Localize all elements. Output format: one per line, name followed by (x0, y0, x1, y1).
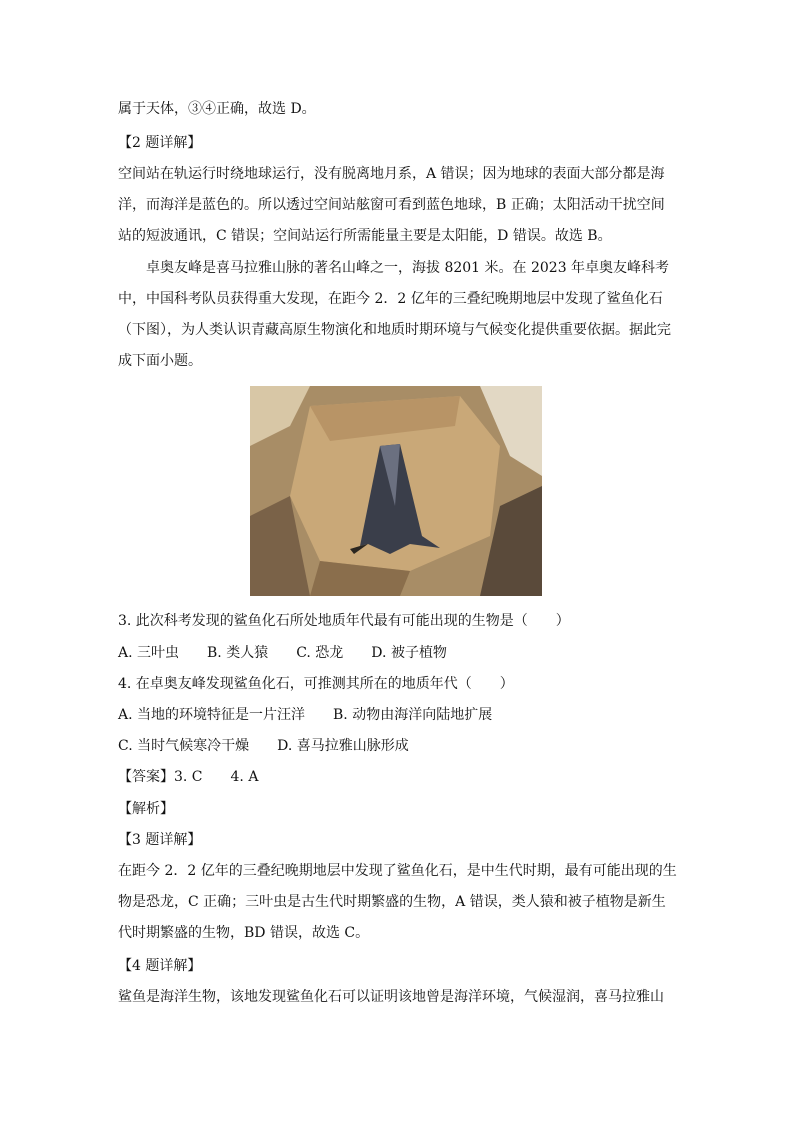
text-line: 在距今 2．2 亿年的三叠纪晚期地层中发现了鲨鱼化石，是中生代时期，最有可能出现的生 (118, 863, 677, 879)
section-heading: 【3 题详解】 (118, 832, 202, 848)
section-heading: 【2 题详解】 (118, 135, 202, 151)
question-3-options: A. 三叶虫 B. 类人猿 C. 恐龙 D. 被子植物 (118, 645, 447, 661)
question-4: 4. 在卓奥友峰发现鲨鱼化石，可推测其所在的地质年代（ ） (118, 676, 514, 692)
text-line: 物是恐龙，C 正确；三叶虫是古生代时期繁盛的生物，A 错误，类人猿和被子植物是新生 (118, 894, 666, 910)
question-3: 3. 此次科考发现的鲨鱼化石所处地质年代最有可能出现的生物是（ ） (118, 613, 570, 629)
text-line: 成下面小题。 (118, 353, 202, 369)
text-line: 洋，而海洋是蓝色的。所以透过空间站舷窗可看到蓝色地球，B 正确；太阳活动干扰空间 (118, 197, 665, 213)
text-line: （下图），为人类认识青藏高原生物演化和地质时期环境与气候变化提供重要依据。据此完 (118, 322, 671, 338)
question-4-options-cd: C. 当时气候寒冷干燥 D. 喜马拉雅山脉形成 (118, 738, 409, 754)
text-line: 代时期繁盛的生物，BD 错误，故选 C。 (118, 925, 370, 941)
text-line: 站的短波通讯，C 错误；空间站运行所需能量主要是太阳能，D 错误。故选 B。 (118, 228, 612, 244)
shark-tooth-fossil-photo (250, 386, 542, 596)
text-line: 中，中国科考队员获得重大发现，在距今 2．2 亿年的三叠纪晚期地层中发现了鲨鱼化石 (118, 291, 663, 307)
text-line: 卓奥友峰是喜马拉雅山脉的著名山峰之一，海拔 8201 米。在 2023 年卓奥友峰科考 (146, 260, 670, 276)
text-line: 鲨鱼是海洋生物，该地发现鲨鱼化石可以证明该地曾是海洋环境，气候湿润，喜马拉雅山 (118, 989, 664, 1005)
text-line: 空间站在轨运行时绕地球运行，没有脱离地月系，A 错误；因为地球的表面大部分都是海 (118, 166, 665, 182)
analysis-heading: 【解析】 (118, 801, 174, 817)
text-line: 属于天体，③④正确，故选 D。 (118, 101, 316, 117)
question-4-options-ab: A. 当地的环境特征是一片汪洋 B. 动物由海洋向陆地扩展 (118, 707, 493, 723)
answer-line: 【答案】3. C 4. A (118, 769, 259, 785)
section-heading: 【4 题详解】 (118, 958, 202, 974)
